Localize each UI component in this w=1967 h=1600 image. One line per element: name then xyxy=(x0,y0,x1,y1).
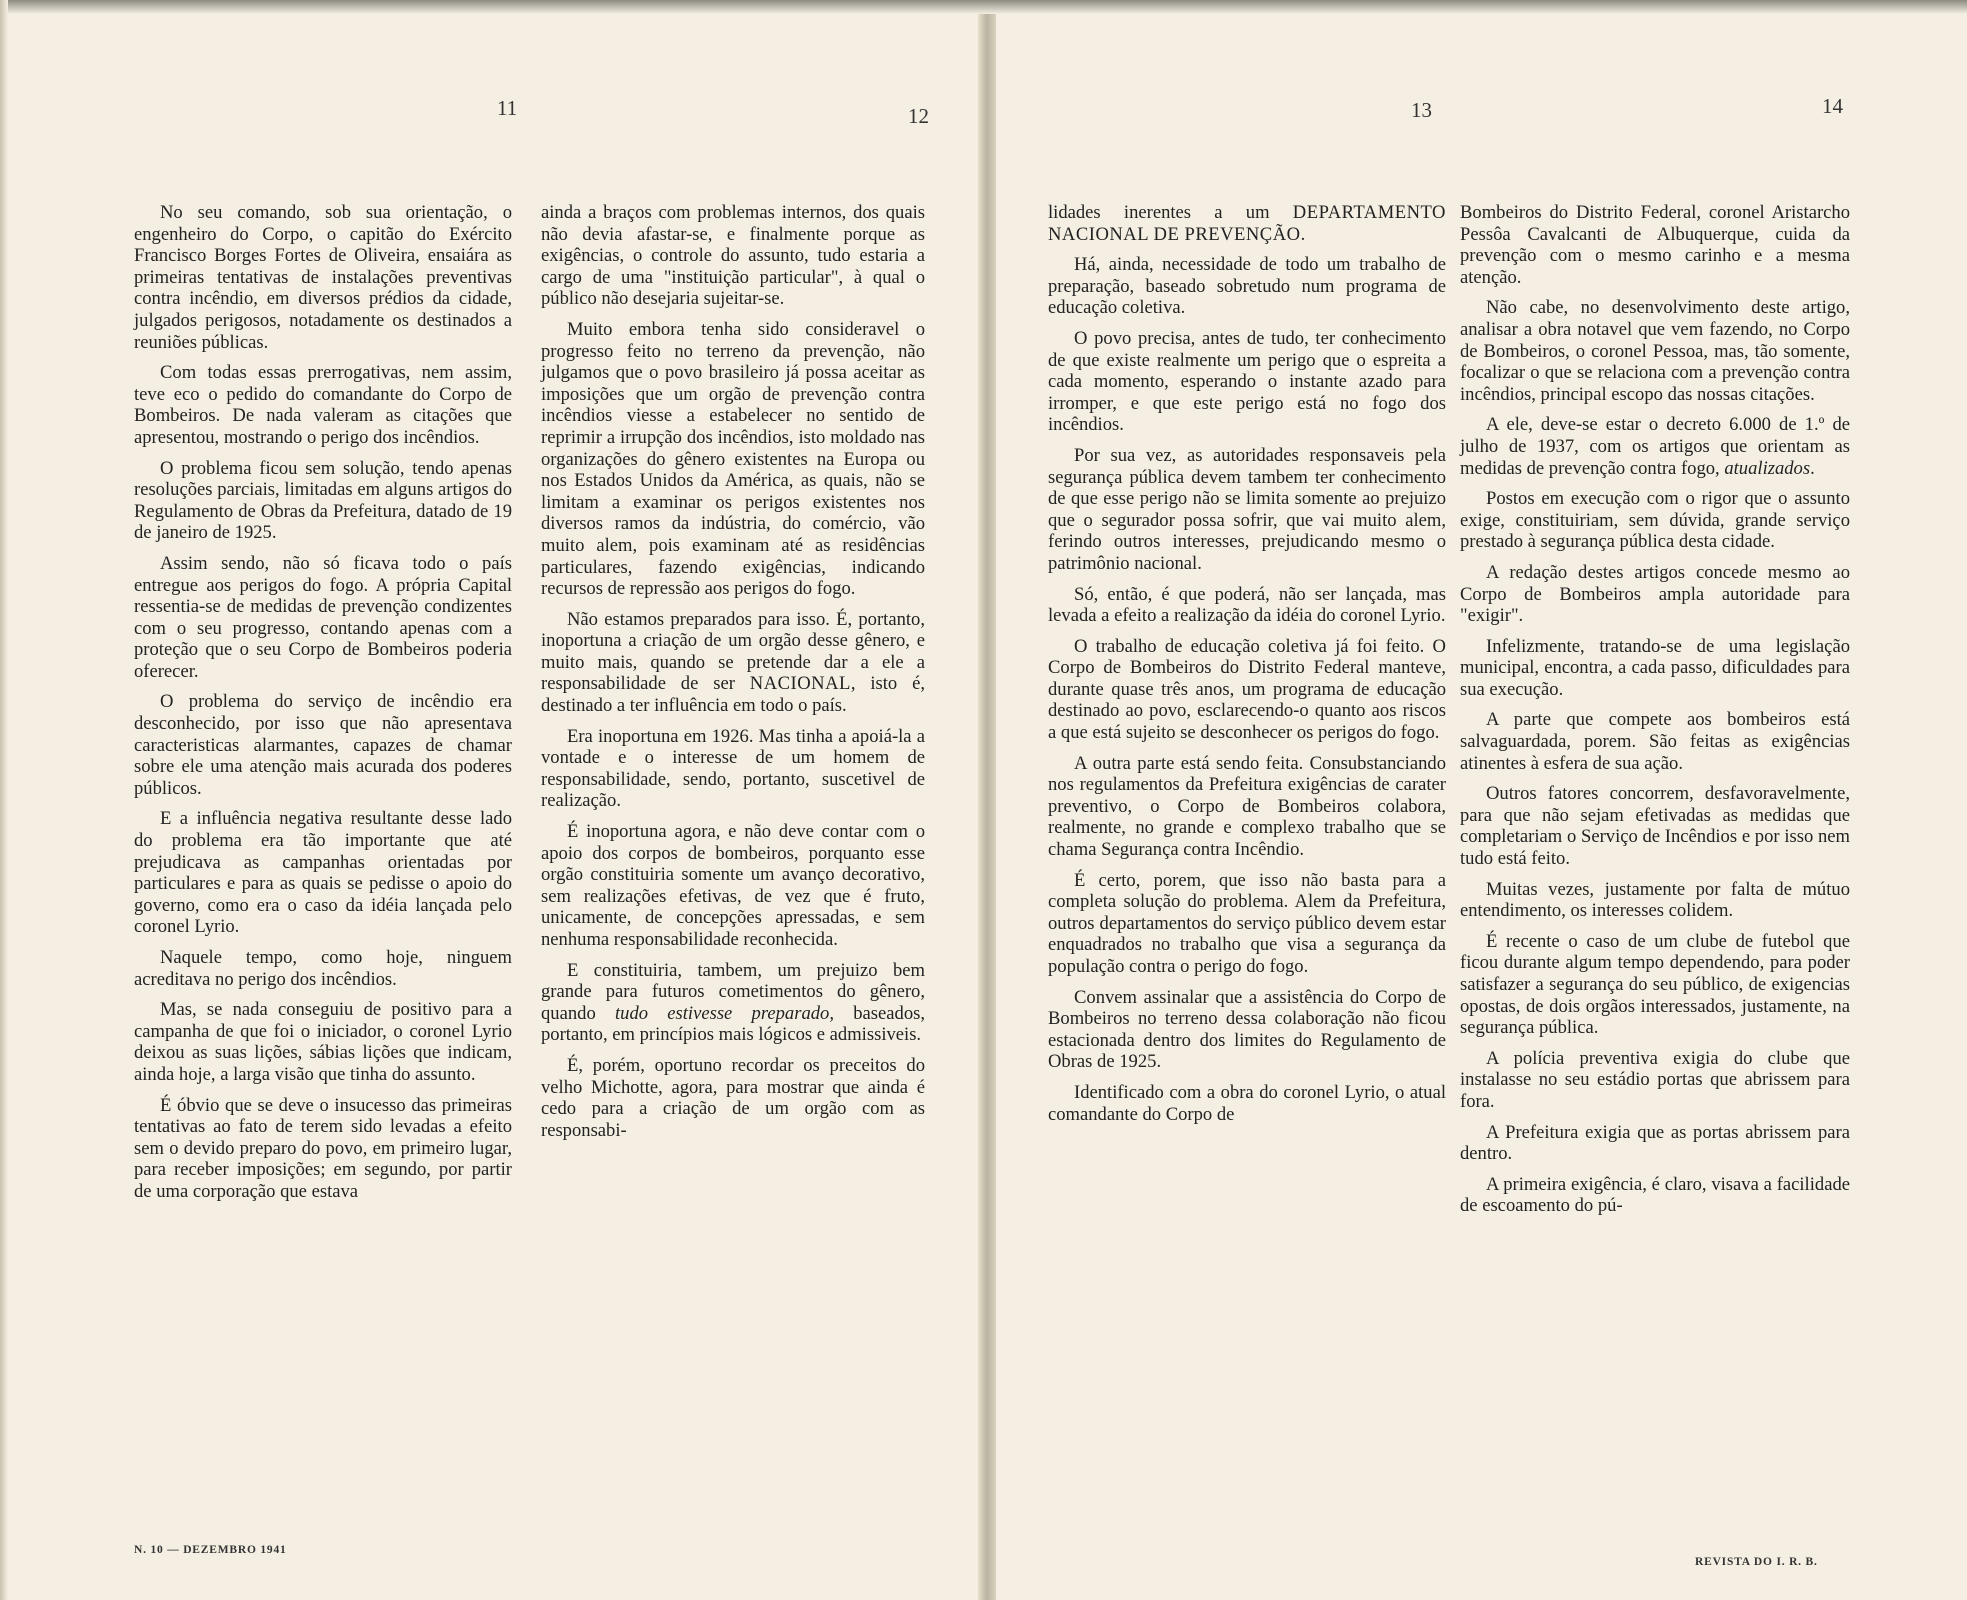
paragraph: Identificado com a obra do coronel Lyrio, o atual comandante do Corpo de xyxy=(1048,1081,1446,1125)
page-number-11: 11 xyxy=(497,96,518,120)
paragraph xyxy=(1460,414,1850,479)
paragraph: Muito embora tenha sido consideravel o progresso feito no terreno da prevenção, não julgamos que o povo brasileiro já possa aceitar as imposições que um orgão de prevenção contra incêndios viesse a estabelecer no sentido de reprimir a irrupção dos incêndios, isto moldado nas organizações do gênero existentes na Europa ou nos Estados Unidos da América, as quais, não se limitam a examinar os perigos existentes nos diversos ramos da indústria, do comércio, vão muito alem, pois examinam até as residências particulares, fazendo exigências, indicando recursos de repressão aos perigos do fogo. xyxy=(541,318,925,600)
paragraph: É óbvio que se deve o insucesso das primeiras tentativas ao fato de terem sido levadas a efeito sem o devido preparo do povo, em primeiro lugar, para receber imposições; em segundo, por partir de uma corporação que estava xyxy=(134,1094,512,1202)
column-2 xyxy=(541,202,925,1150)
paragraph: Muitas vezes, justamente por falta de mútuo entendimento, os interesses colidem. xyxy=(1460,878,1850,922)
paragraph: E a influência negativa resultante desse lado do problema era tão importante que até prejudicava as campanhas orientadas por particulares e para as quais se pedisse o apoio do governo, como era o caso da idéia lançada pelo coronel Lyrio. xyxy=(134,808,512,938)
paragraph xyxy=(541,960,925,1046)
paragraph: Outros fatores concorrem, desfavoravelmente, para que não sejam efetivadas as medidas que completariam o Serviço de Incêndios e por isso nem tudo está feito. xyxy=(1460,783,1850,870)
italic-phrase: atualizados xyxy=(1724,457,1811,479)
paragraph: Não cabe, no desenvolvimento deste artigo, analisar a obra notavel que vem fazendo, no Corpo de Bombeiros, o coronel Pessoa, mas, tão somente, focalizar o que se relaciona com a prevenção contra incêndios, principal escopo das nossas citações. xyxy=(1460,297,1850,405)
top-edge-shadow xyxy=(0,0,1967,14)
paragraph: O trabalho de educação coletiva já foi feito. O Corpo de Bombeiros do Distrito Federal manteve, durante quase três anos, um programa de educação destinado ao povo, esclarecendo-o quanto aos riscos a que está sujeito se desconhecer os perigos do fogo. xyxy=(1048,635,1446,744)
paragraph: Era inoportuna em 1926. Mas tinha a apoiá-la a vontade e o interesse de um homem de responsabilidade, sendo, portanto, suscetivel de realização. xyxy=(541,725,925,812)
paragraph: A redação destes artigos concede mesmo ao Corpo de Bombeiros ampla autoridade para "exigir". xyxy=(1460,561,1850,627)
paragraph: A primeira exigência, é claro, visava a facilidade de escoamento do pú- xyxy=(1460,1173,1850,1217)
paragraph: No seu comando, sob sua orientação, o engenheiro do Corpo, o capitão do Exército Francisco Borges Fortes de Oliveira, ensaiára as primeiras tentativas de instalações preventivas contra incêndio, em diversos prédios da cidade, julgados perigosos, notadamente os destinados a reuniões públicas. xyxy=(134,202,512,353)
text-run: Não estamos preparados para isso. É, portanto, inoportuna a criação de um orgão desse gênero, e muito mais, quando se pretende dar a ele a responsabilidade de ser xyxy=(541,608,925,695)
column-3 xyxy=(1048,202,1446,1134)
paragraph: O povo precisa, antes de tudo, ter conhecimento de que existe realmente um perigo que o espreita a cada momento, esperando o instante azado para irromper, e que este perigo está no fogo dos incêndios. xyxy=(1048,327,1446,436)
paragraph: Com todas essas prerrogativas, nem assim, teve eco o pedido do comandante do Corpo de Bombeiros. De nada valeram as citações que apresentou, mostrando o perigo dos incêndios. xyxy=(134,362,512,448)
column-4 xyxy=(1460,202,1850,1226)
text-run: , isto é, destinado a ter influência em todo o país. xyxy=(541,673,925,717)
paragraph: Mas, se nada conseguiu de positivo para a campanha de que foi o iniciador, o coronel Lyrio deixou as suas lições, sábias lições que indicam, ainda hoje, a larga visão que tinha do assunto. xyxy=(134,999,512,1085)
text-run: . xyxy=(1810,457,1815,479)
italic-phrase: tudo estivesse preparado, xyxy=(614,1002,835,1024)
page-number-13: 13 xyxy=(1411,98,1432,122)
text-run: baseados, portanto, em princípios mais lógicos e admissiveis. xyxy=(541,1002,926,1046)
paragraph: É inoportuna agora, e não deve contar com o apoio dos corpos de bombeiros, porquanto esse orgão constituiria somente um avanço decorativo, sem realizações efetivas, de vez que é fruto, unicamente, de concepções apressadas, e sem nenhuma responsabilidade reconhecida. xyxy=(541,821,925,950)
paragraph: Assim sendo, não só ficava todo o país entregue aos perigos do fogo. A própria Capital ressentia-se de medidas de prevenção condizentes com o seu progresso, contando apenas com a proteção que o seu Corpo de Bombeiros poderia oferecer. xyxy=(134,552,512,682)
paragraph: O problema do serviço de incêndio era desconhecido, por isso que não apresentava caracteristicas alarmantes, capazes de chamar sobre ele uma atenção mais acurada dos poderes públicos. xyxy=(134,691,512,799)
paragraph xyxy=(541,609,925,717)
paragraph: A polícia preventiva exigia do clube que instalasse no seu estádio portas que abrissem para fora. xyxy=(1460,1047,1850,1112)
paragraph: Convem assinalar que a assistência do Corpo de Bombeiros no terreno dessa colaboração não ficou estacionada dentro dos limites do Regulamento de Obras de 1925. xyxy=(1048,986,1446,1073)
text-run: . xyxy=(1300,223,1306,245)
paragraph: O problema ficou sem solução, tendo apenas resoluções parciais, limitadas em alguns artigos do Regulamento de Obras da Prefeitura, datado de 19 de janeiro de 1925. xyxy=(134,457,512,544)
footer-journal-name: REVISTA DO I. R. B. xyxy=(1695,1556,1818,1568)
text-run: lidades inerentes a um xyxy=(1048,202,1270,223)
paragraph: ainda a braços com problemas internos, dos quais não devia afastar-se, e finalmente porque as exigências, o controle do assunto, tudo estaria a cargo de uma "instituição particular", à qual o público não desejaria sujeitar-se. xyxy=(541,202,925,310)
paragraph: A outra parte está sendo feita. Consubstanciando nos regulamentos da Prefeitura exigências de carater preventivo, o Corpo de Bombeiros colabora, realmente, no grande e complexo trabalho que se chama Segurança contra Incêndio. xyxy=(1048,752,1446,861)
paragraph: Só, então, é que poderá, não ser lançada, mas levada a efeito a realização da idéia do coronel Lyrio. xyxy=(1048,583,1446,627)
paragraph: Naquele tempo, como hoje, ninguem acreditava no perigo dos incêndios. xyxy=(134,947,512,990)
small-caps-term: DEPARTAMENTO NACIONAL DE PREVENÇÃO xyxy=(1048,202,1446,245)
paragraph: Bombeiros do Distrito Federal, coronel Aristarcho Pessôa Cavalcanti de Albuquerque, cuida da prevenção com o mesmo carinho e a mesma atenção. xyxy=(1460,202,1850,288)
left-edge-shadow xyxy=(0,0,8,1600)
paragraph: Por sua vez, as autoridades responsaveis pela segurança pública devem tambem ter conhecimento de que esse perigo não se limita somente ao prejuizo que o segurador possa sofrir, que vai muito alem, ferindo outros interesses, prejudicando mesmo o patrimônio nacional. xyxy=(1048,444,1446,574)
text-run: E constituiria, tambem, um prejuizo bem grande para futuros cometimentos do gênero, quando xyxy=(541,959,925,1024)
footer-issue-date: N. 10 — DEZEMBRO 1941 xyxy=(134,1544,287,1556)
paragraph: A parte que compete aos bombeiros está salvaguardada, porem. São feitas as exigências atinentes à esfera de sua ação. xyxy=(1460,709,1850,774)
paragraph xyxy=(1048,202,1446,245)
page-number-12: 12 xyxy=(908,104,929,128)
paragraph: É recente o caso de um clube de futebol que ficou durante algum tempo dependendo, para poder satisfazer a segurança do seu público, de exigencias opostas, de dois orgãos interessados, justamente, na segurança pública. xyxy=(1460,930,1850,1039)
paragraph: É certo, porem, que isso não basta para a completa solução do problema. Alem da Prefeitura, outros departamentos do serviço público devem estar enquadrados no trabalho que visa a segurança da população contra o perigo do fogo. xyxy=(1048,869,1446,977)
paragraph: É, porém, oportuno recordar os preceitos do velho Michotte, agora, para mostrar que ainda é cedo para a criação de um orgão com as responsabi- xyxy=(541,1054,925,1141)
paragraph: Há, ainda, necessidade de todo um trabalho de preparação, baseado sobretudo num programa de educação coletiva. xyxy=(1048,254,1446,319)
book-gutter xyxy=(978,0,996,1600)
paragraph: Postos em execução com o rigor que o assunto exige, constituiriam, sem dúvida, grande serviço prestado à segurança pública desta cidade. xyxy=(1460,488,1850,553)
small-caps-term: NACIONAL xyxy=(749,673,851,695)
page-number-14: 14 xyxy=(1822,94,1843,118)
paragraph: Infelizmente, tratando-se de uma legislação municipal, encontra, a cada passo, dificuldades para sua execução. xyxy=(1460,635,1850,700)
paragraph: A Prefeitura exigia que as portas abrissem para dentro. xyxy=(1460,1121,1850,1165)
text-run: A ele, deve-se estar o decreto 6.000 de 1.º de julho de 1937, com os artigos que orientam as medidas de prevenção contra fogo, xyxy=(1460,414,1850,479)
column-1 xyxy=(134,202,512,1212)
